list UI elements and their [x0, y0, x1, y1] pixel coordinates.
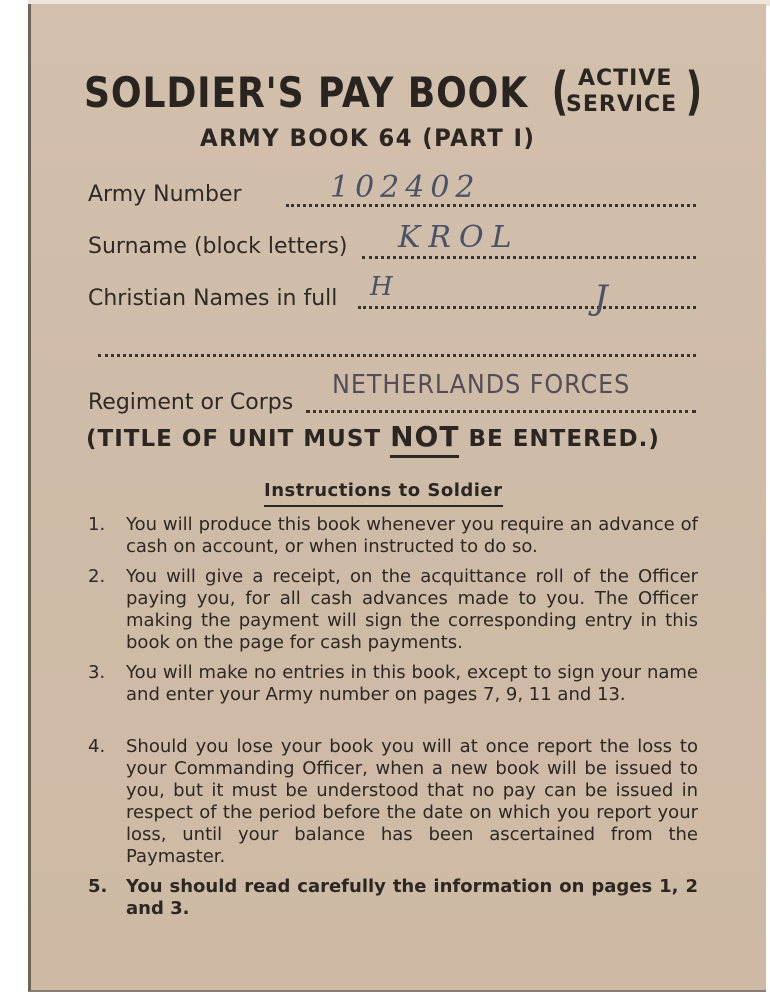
- instruction-text: You will produce this book whenever you require an advance of cash on account, or when instructed to do so.: [126, 514, 698, 557]
- warning-text-after: BE ENTERED.): [459, 426, 660, 452]
- document-subtitle: ARMY BOOK 64 (PART I): [200, 124, 536, 152]
- regiment-line: [306, 410, 696, 413]
- unit-title-warning: [86, 420, 660, 453]
- document-title: SOLDIER'S PAY BOOK: [84, 68, 529, 117]
- active-label: ACTIVE: [578, 66, 673, 91]
- christian-names-label: Christian Names in full: [88, 286, 338, 311]
- instruction-number: 1.: [88, 514, 106, 535]
- surname-label: Surname (block letters): [88, 234, 348, 259]
- instruction-number: 5.: [88, 876, 108, 897]
- instruction-number: 4.: [88, 736, 106, 757]
- surname-line: [362, 256, 696, 259]
- surname-value: KROL: [398, 220, 520, 255]
- extra-name-line: [98, 354, 696, 357]
- active-service-block: [548, 62, 703, 122]
- instruction-item: [88, 566, 700, 656]
- instruction-number: 3.: [88, 662, 106, 683]
- service-label: SERVICE: [566, 92, 678, 117]
- instruction-text: You will make no entries in this book, except to sign your name and enter your Army number on pages 7, 9, 11 and 13.: [126, 662, 698, 705]
- warning-emphasis: NOT: [390, 420, 459, 458]
- instruction-item: [88, 876, 700, 922]
- instruction-text: You will give a receipt, on the acquittance roll of the Officer paying you, for all cash advances made to you. The Officer making the payment will sign the corresponding entry in this book on the page for cash payments.: [126, 566, 698, 653]
- instruction-text: Should you lose your book you will at once report the loss to your Commanding Officer, when a new book will be issued to you, but it must be understood that no pay can be issued in respect of the period before the date on which you report your loss, until your balance has been ascertained from the Paymaster.: [126, 736, 698, 867]
- christian-name-1: H: [370, 272, 393, 302]
- instruction-item: [88, 662, 700, 730]
- warning-text-before: (TITLE OF UNIT MUST: [86, 426, 391, 452]
- regiment-stamp: NETHERLANDS FORCES: [332, 370, 631, 400]
- instruction-number: 2.: [88, 566, 106, 587]
- regiment-label: Regiment or Corps: [88, 390, 294, 415]
- instruction-item: [88, 514, 700, 560]
- instruction-item: [88, 736, 700, 872]
- open-paren: (: [551, 62, 569, 122]
- close-paren: ): [685, 62, 703, 122]
- instruction-text: You should read carefully the information on pages 1, 2 and 3.: [126, 876, 698, 919]
- instructions-heading: Instructions to Soldier: [264, 480, 503, 507]
- christian-names-line: [358, 306, 696, 309]
- army-number-value: 102402: [330, 170, 481, 205]
- christian-name-2: J: [594, 278, 608, 318]
- army-number-label: Army Number: [88, 182, 242, 207]
